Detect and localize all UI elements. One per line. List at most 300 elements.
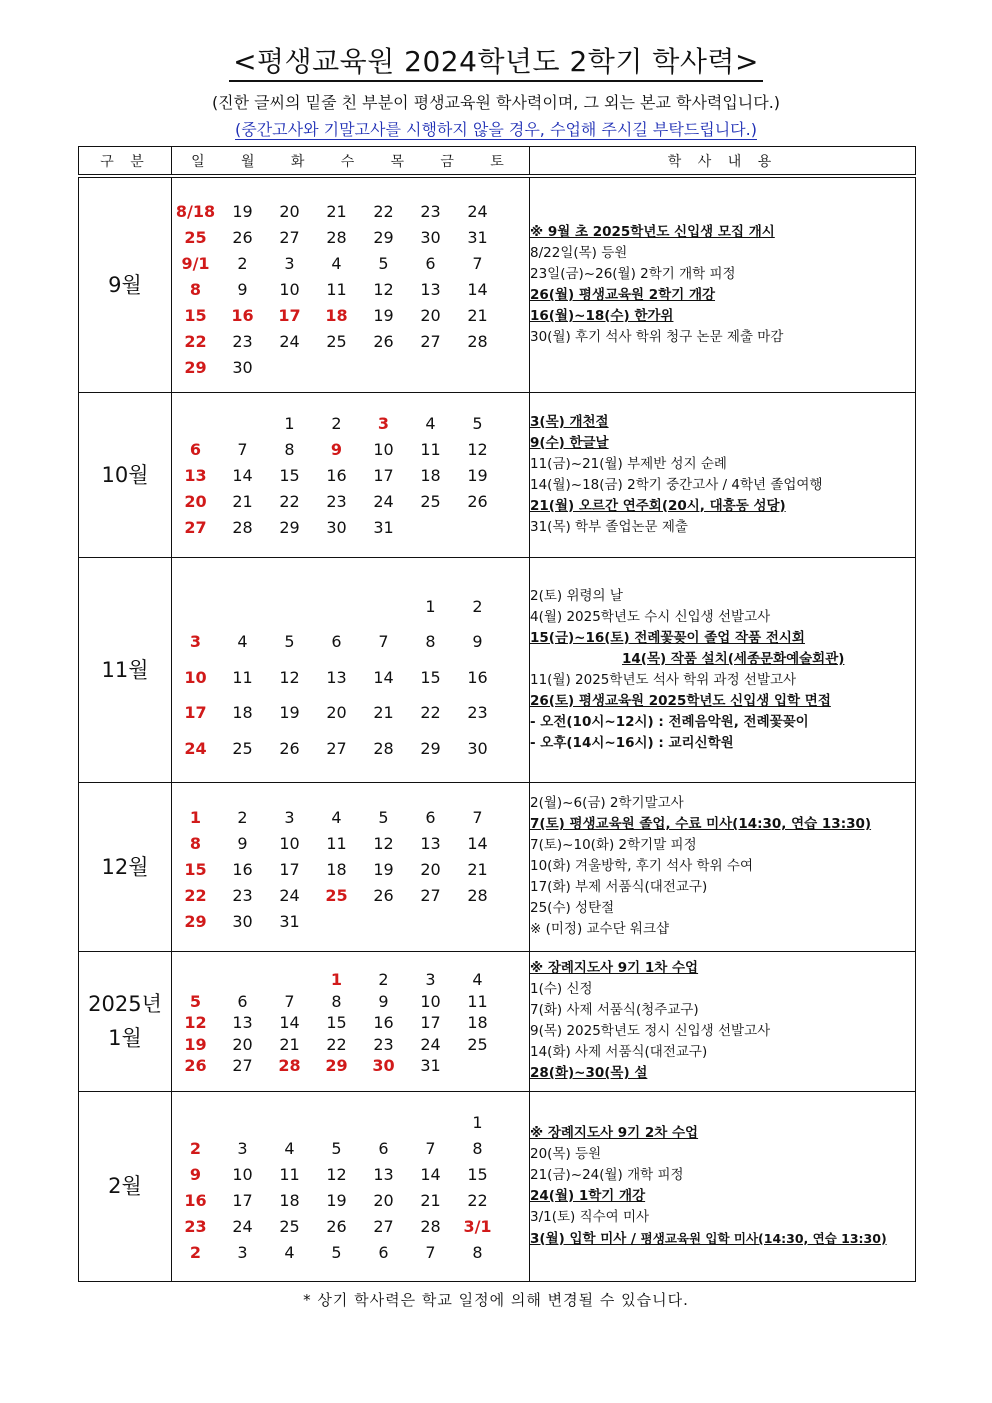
date: 24 [232,1217,253,1236]
date: 29 [279,517,300,537]
event-item [530,733,915,754]
date: 20 [373,1191,394,1210]
date: 12 [467,439,488,459]
page-title: <평생교육원 2024학년도 2학기 학사력> [0,40,992,80]
date: 4 [237,632,248,652]
date: 4 [472,970,483,990]
holiday-date: 8/18 [175,201,216,221]
date: 5 [378,253,389,273]
date: 31 [279,911,300,931]
date: 27 [373,1217,394,1236]
footnote: * 상기 학사력은 학교 일정에 의해 변경될 수 있습니다. [303,1291,689,1309]
event-text: 26(토) 평생교육원 2025학년도 신입생 입학 면접 [530,692,831,709]
event-text: 11(월) 2025학년도 석사 학위 과정 선발고사 [530,671,797,688]
event-item [530,919,915,940]
date: 8 [331,991,342,1011]
date: 28 [467,331,488,351]
event-item [530,958,915,979]
date [266,969,313,991]
holiday-date: 9 [189,1165,202,1184]
holiday-date: 1 [189,807,202,827]
date: 19 [232,201,253,221]
event-item [530,327,915,348]
date: 15 [420,667,441,687]
date: 14 [232,465,253,485]
date: 10 [279,279,300,299]
event-item [530,1165,915,1186]
event-text: 2(토) 위령의 날 [530,587,623,604]
date [219,411,266,437]
date [360,589,407,625]
event-text: 25(수) 성탄절 [530,900,615,916]
week-row [172,1012,529,1034]
date: 21 [373,703,394,723]
date: 5 [331,1243,342,1262]
header-category: 구 분 [79,147,172,177]
date: 28 [232,517,253,537]
event-text: 7(토)~10(화) 2학기말 피정 [530,837,697,853]
date: 10 [279,833,300,853]
date: 31 [467,227,488,247]
event-item [530,1144,915,1165]
event-text: 17(화) 부제 서품식(대전교구) [530,879,708,895]
date: 31 [420,1056,441,1076]
month-label: 2월 [79,1091,172,1281]
event-text: 9(목) 2025학년도 정시 신입생 선발고사 [530,1023,771,1039]
month-events [530,1091,916,1281]
date: 24 [279,885,300,905]
date: 2 [237,807,248,827]
event-text: 16(월)~18(수) 한가위 [530,307,674,324]
event-item [530,1207,915,1228]
week-row [172,1110,529,1136]
weekday-label: 토 [490,153,510,170]
date: 20 [420,859,441,879]
week-row [172,1034,529,1056]
date [360,1110,407,1136]
holiday-date: 22 [184,885,207,905]
month-events [530,951,916,1091]
header-weekdays [172,147,530,177]
date: 13 [232,1013,253,1033]
event-item [530,454,915,475]
event-text: 7(화) 사제 서품식(청주교구) [530,1002,699,1018]
event-text: 23일(금)~26(월) 2학기 개학 피정 [530,265,736,282]
week-row [172,355,529,381]
event-item [530,517,915,538]
date: 15 [467,1165,488,1184]
date: 13 [420,833,441,853]
date [219,1110,266,1136]
date: 25 [420,491,441,511]
holiday-date: 12 [184,1013,207,1033]
week-row [172,489,529,515]
date: 8 [472,1243,483,1262]
date [454,515,501,541]
event-item [530,586,915,607]
week-row [172,437,529,463]
event-text-tail: 평생교육원 입학 미사(14:30, 연습 13:30) [640,1230,887,1246]
date: 14 [420,1165,441,1184]
event-text: - 오후(14시~16시) : 교리신학원 [530,734,734,751]
date: 21 [420,1191,441,1210]
week-row [172,589,529,625]
month-label: 12월 [79,782,172,951]
date: 27 [232,1056,253,1076]
event-text: 21(금)~24(월) 개학 피정 [530,1166,684,1183]
week-row [172,199,529,225]
event-item [530,306,915,327]
holiday-date: 8 [189,833,202,853]
month-row [79,392,916,557]
date: 23 [373,1034,394,1054]
event-text: - 오전(10시~12시) : 전례음악원, 전례꽃꽂이 [530,713,809,730]
date: 20 [279,201,300,221]
date: 4 [331,807,342,827]
event-item [530,222,915,243]
holiday-date: 3 [189,632,202,652]
date: 13 [326,667,347,687]
event-item [530,814,915,835]
header-row [79,147,916,177]
holiday-date: 29 [184,911,207,931]
event-text: ※ 장례지도사 9기 1차 수업 [530,960,699,976]
holiday-date: 17 [184,703,207,723]
date: 24 [420,1034,441,1054]
date: 7 [472,253,483,273]
month-events [530,392,916,557]
event-text: 9(수) 한글날 [530,434,609,451]
date: 19 [467,465,488,485]
event-item [530,264,915,285]
date: 9 [237,279,248,299]
date [313,589,360,625]
date: 11 [232,667,253,687]
date: 11 [279,1165,300,1184]
holiday-date: 5 [189,991,202,1011]
month-label: 2025년 1월 [79,951,172,1091]
holiday-date: 22 [184,331,207,351]
event-item [530,475,915,496]
week-row [172,695,529,731]
date: 14 [467,833,488,853]
month-row [79,951,916,1091]
date: 21 [467,859,488,879]
holiday-date: 29 [325,1056,348,1076]
event-text: 2(월)~6(금) 2학기말고사 [530,795,684,811]
week-row [172,991,529,1013]
weekday-label: 금 [440,153,460,170]
holiday-date: 20 [184,491,207,511]
event-item [530,1000,915,1021]
date: 5 [284,632,295,652]
event-text: 15(금)~16(토) 전례꽃꽂이 졸업 작품 전시회 [530,629,805,646]
holiday-date: 18 [325,305,348,325]
event-text: 4(월) 2025학년도 수시 신입생 선발고사 [530,608,771,625]
date [360,909,407,935]
date: 21 [232,491,253,511]
event-text: 28(화)~30(목) 설 [530,1065,648,1081]
date [172,589,219,625]
event-text: 3(월) 입학 미사 / [530,1230,641,1247]
date [360,355,407,381]
weekday-label: 월 [241,153,261,170]
date: 20 [232,1034,253,1054]
date: 20 [326,703,347,723]
date: 24 [279,331,300,351]
date [266,589,313,625]
date: 19 [373,859,394,879]
date: 3 [237,1243,248,1262]
week-row [172,831,529,857]
event-text: 26(월) 평생교육원 2학기 개강 [530,286,716,303]
holiday-date: 10 [184,667,207,687]
date: 28 [373,738,394,758]
weekday-label: 일 [191,153,211,170]
date: 4 [284,1139,295,1158]
date [313,1110,360,1136]
week-row [172,660,529,696]
event-text: 20(목) 등원 [530,1145,602,1162]
date: 19 [279,703,300,723]
month-row [79,176,916,392]
holiday-date: 25 [325,885,348,905]
date: 14 [279,1013,300,1033]
event-item [530,1228,915,1250]
date: 29 [373,227,394,247]
date: 4 [425,413,436,433]
holiday-date: 29 [184,357,207,377]
month-events [530,557,916,782]
date: 2 [331,413,342,433]
week-row [172,909,529,935]
event-item [530,1021,915,1042]
event-text: 31(목) 학부 졸업논문 제출 [530,518,688,535]
date: 15 [326,1013,347,1033]
holiday-date: 17 [278,305,301,325]
event-item [530,496,915,517]
date [454,355,501,381]
month-dates [172,1091,530,1281]
date: 22 [373,201,394,221]
weekday-label: 목 [390,153,411,170]
date [219,969,266,991]
holiday-date: 24 [184,738,207,758]
date: 3 [425,970,436,990]
event-item [530,691,915,712]
header-content: 학 사 내 용 [530,147,916,177]
date: 18 [279,1191,300,1210]
date: 30 [232,911,253,931]
date: 22 [326,1034,347,1054]
date: 10 [232,1165,253,1184]
date: 23 [232,885,253,905]
date: 3 [284,253,295,273]
date: 16 [232,859,253,879]
date: 9 [472,632,483,652]
date: 16 [373,1013,394,1033]
date: 26 [467,491,488,511]
event-item [530,793,915,814]
date: 6 [237,991,248,1011]
holiday-date: 16 [184,1191,207,1210]
date: 12 [326,1165,347,1184]
date: 22 [279,491,300,511]
date: 17 [420,1013,441,1033]
date: 11 [420,439,441,459]
date [172,1110,219,1136]
event-item [530,412,915,433]
date: 19 [326,1191,347,1210]
month-row [79,782,916,951]
holiday-date: 8 [189,279,202,299]
event-text: ※ 9월 초 2025학년도 신입생 모집 개시 [530,223,775,240]
week-row [172,731,529,767]
week-row [172,805,529,831]
month-events [530,782,916,951]
date: 6 [378,1139,389,1158]
academic-calendar-table [78,146,916,1282]
event-item [530,607,915,628]
holiday-date: 13 [184,465,207,485]
date: 8 [284,439,295,459]
date: 19 [373,305,394,325]
date: 3 [284,807,295,827]
date [407,515,454,541]
date: 25 [232,738,253,758]
week-row [172,857,529,883]
date: 8 [472,1139,483,1158]
subtitle-note: (진한 글씨의 밑줄 친 부분이 평생교육원 학사력이며, 그 외는 본교 학사력입니다.) [211,93,781,112]
week-row [172,1055,529,1077]
week-row [172,225,529,251]
week-row [172,1214,529,1240]
date: 7 [472,807,483,827]
date: 15 [279,465,300,485]
date: 22 [420,703,441,723]
date: 25 [279,1217,300,1236]
month-label: 10월 [79,392,172,557]
event-item [530,835,915,856]
date: 28 [420,1217,441,1236]
holiday-date: 9/1 [181,253,210,273]
date: 17 [279,859,300,879]
holiday-date: 9 [330,439,343,459]
event-item [530,243,915,264]
date: 26 [373,331,394,351]
date [172,411,219,437]
date: 5 [378,807,389,827]
date: 4 [331,253,342,273]
event-text: ※ (미정) 교수단 워크샵 [530,921,670,937]
date: 3 [237,1139,248,1158]
holiday-date: 1 [330,970,343,990]
date [454,909,501,935]
holiday-date: 27 [184,517,207,537]
month-dates [172,176,530,392]
date: 26 [326,1217,347,1236]
date: 2 [237,253,248,273]
date: 31 [373,517,394,537]
holiday-date: 6 [189,439,202,459]
date [219,589,266,625]
date: 10 [420,991,441,1011]
date: 24 [467,201,488,221]
month-dates [172,782,530,951]
date: 23 [420,201,441,221]
date: 11 [326,833,347,853]
holiday-date: 25 [184,227,207,247]
date: 27 [326,738,347,758]
date: 24 [373,491,394,511]
date [454,1055,501,1077]
month-label: 11월 [79,557,172,782]
date: 21 [279,1034,300,1054]
date: 25 [467,1034,488,1054]
date: 27 [420,885,441,905]
date: 30 [420,227,441,247]
date: 7 [425,1139,436,1158]
event-item [530,285,915,306]
date: 8 [425,632,436,652]
date: 26 [232,227,253,247]
date: 30 [232,357,253,377]
date: 11 [326,279,347,299]
date [313,909,360,935]
date: 23 [467,703,488,723]
date: 1 [284,413,295,433]
month-row [79,1091,916,1281]
week-row [172,883,529,909]
holiday-date: 23 [184,1217,207,1236]
event-text: 14(목) 작품 설치(세종문화예술회관) [622,650,845,667]
week-row [172,277,529,303]
holiday-date: 3/1 [463,1217,492,1236]
month-dates [172,557,530,782]
holiday-date: 2 [189,1139,202,1158]
week-row [172,624,529,660]
date: 5 [472,413,483,433]
date: 16 [467,667,488,687]
month-events [530,176,916,392]
month-row [79,557,916,782]
week-row [172,463,529,489]
date: 2 [472,596,483,616]
date: 11 [467,991,488,1011]
holiday-date: 28 [278,1056,301,1076]
event-item [530,979,915,1000]
date [313,355,360,381]
date: 7 [284,991,295,1011]
event-text: ※ 장례지도사 9기 2차 수업 [530,1124,699,1141]
week-row [172,1188,529,1214]
weekday-label: 화 [290,153,311,170]
date: 7 [237,439,248,459]
date: 30 [467,738,488,758]
event-item [530,1123,915,1144]
date [266,1110,313,1136]
date: 21 [326,201,347,221]
date: 12 [373,833,394,853]
date: 18 [232,703,253,723]
date: 14 [373,667,394,687]
month-dates [172,392,530,557]
date: 7 [378,632,389,652]
holiday-date: 15 [184,305,207,325]
date: 16 [326,465,347,485]
date [172,969,219,991]
event-item [530,712,915,733]
